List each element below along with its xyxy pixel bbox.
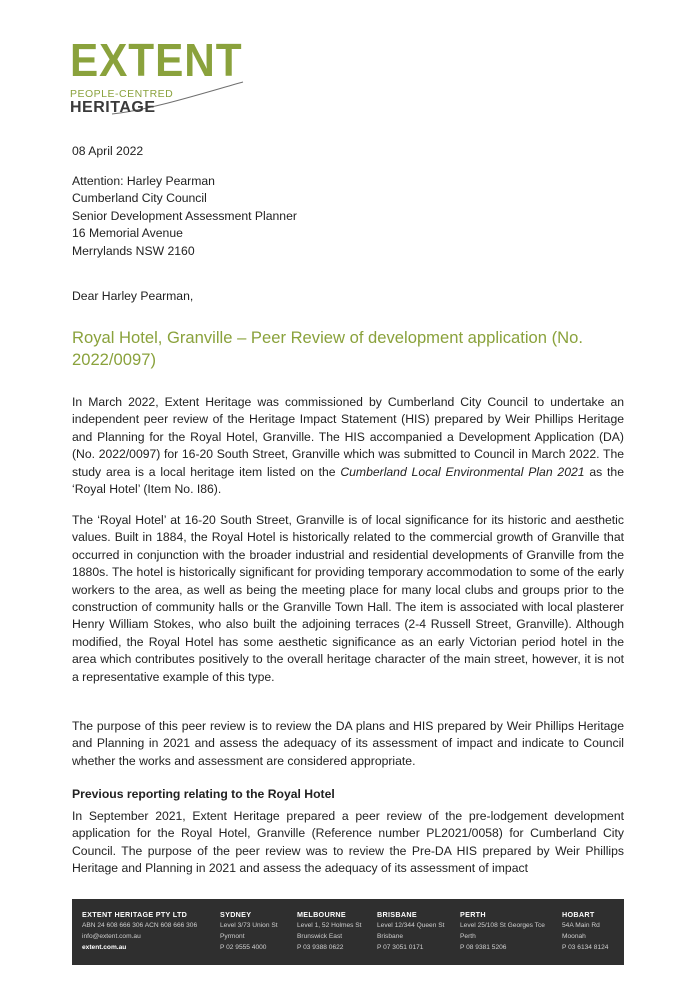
footer-office-melbourne bbox=[297, 909, 362, 953]
office-city: BRISBANE bbox=[377, 910, 417, 919]
logo-heritage: HERITAGE bbox=[70, 99, 156, 116]
office-address: Level 25/108 St Georges Tce bbox=[460, 922, 545, 929]
paragraph-text: as the ‘Royal Hotel’ (Item No. I86). bbox=[72, 464, 624, 497]
office-city: MELBOURNE bbox=[297, 910, 347, 919]
address-line: Attention: Harley Pearman bbox=[72, 174, 215, 188]
paragraph-intro bbox=[72, 394, 624, 498]
company-abn: ABN 24 608 666 306 ACN 608 666 306 bbox=[82, 922, 198, 929]
office-phone: P 03 9388 0622 bbox=[297, 944, 344, 951]
logo-wordmark: EXTENT bbox=[70, 34, 243, 86]
paragraph-significance: The ‘Royal Hotel’ at 16-20 South Street, Granville is of local significance for its historic and aesthetic values. Built in 1884, the Royal Hotel is historically related to the commercial growth of Granville that occurred in conjunction with the broader industrial and residential developments of Granville from the 1880s. The hotel is historically significant for providing temporary accommodation to some of the early workers to the area, as well as being the meeting place for many local clubs and groups prior to the construction of community halls or the Granville Town Hall. The item is associated with local plasterer Henry William Stokes, who also built the adjoining terraces (2-4 Russell Street, Granville). Although modified, the Royal Hotel has some aesthetic significance as an early Victorian period hotel in the area which contributes positively to the overall heritage character of the main street, however, it is not a representative example of this type. bbox=[72, 513, 624, 684]
salutation: Dear Harley Pearman, bbox=[72, 289, 194, 303]
office-city: HOBART bbox=[562, 910, 595, 919]
section-subheading: Previous reporting relating to the Royal Hotel bbox=[72, 787, 335, 801]
letterhead-footer bbox=[72, 899, 624, 965]
footer-office-brisbane bbox=[377, 909, 444, 953]
paragraph-text: In March 2022, Extent Heritage was commissioned by Cumberland City Council to undertake an independent peer review of the Heritage Impact Statement (HIS) prepared by Weir Phillips Heritage and Planning for the Royal Hotel, Granville. The HIS accompanied a Development Application (DA) (No. 2022/0097) for 16-20 South Street, Granville which was submitted to Council in March 2022. The study area is a local heritage item listed on the bbox=[72, 395, 624, 479]
address-line: Cumberland City Council bbox=[72, 191, 207, 206]
company-email: info@extent.com.au bbox=[82, 933, 141, 940]
footer-office-hobart bbox=[562, 909, 608, 953]
office-address: Level 3/73 Union St bbox=[220, 922, 278, 929]
address-line: Senior Development Assessment Planner bbox=[72, 208, 297, 223]
footer-office-sydney bbox=[220, 909, 278, 953]
extent-heritage-logo bbox=[70, 34, 245, 123]
plan-title: Cumberland Local Environmental Plan 2021 bbox=[340, 464, 585, 479]
letter-heading: Royal Hotel, Granville – Peer Review of development application (No. 2022/0097) bbox=[72, 328, 583, 369]
recipient-address bbox=[72, 173, 624, 260]
office-suburb: Perth bbox=[460, 933, 476, 940]
office-address: Level 1, 52 Holmes St bbox=[297, 922, 362, 929]
letter-date: 08 April 2022 bbox=[72, 144, 144, 158]
address-line: 16 Memorial Avenue bbox=[72, 226, 183, 241]
footer-office-perth bbox=[460, 909, 545, 953]
office-phone: P 07 3051 0171 bbox=[377, 944, 424, 951]
paragraph-purpose: The purpose of this peer review is to review the DA plans and HIS prepared by Weir Phillips Heritage and Planning in 2021 and assess the adequacy of its assessment of impact and indicate to Council whether the works and assessment are considered appropriate. bbox=[72, 719, 624, 768]
office-suburb: Moonah bbox=[562, 933, 586, 940]
company-website: extent.com.au bbox=[82, 944, 127, 951]
office-address: 54A Main Rd bbox=[562, 922, 600, 929]
office-city: PERTH bbox=[460, 910, 486, 919]
office-phone: P 02 9555 4000 bbox=[220, 944, 267, 951]
office-suburb: Brunswick East bbox=[297, 933, 343, 940]
paragraph-previous-reporting: In September 2021, Extent Heritage prepared a peer review of the pre-lodgement development application for the Royal Hotel, Granville (Reference number PL2021/0058) for Cumberland City Council. The purpose of the peer review was to review the Pre-DA HIS prepared by Weir Phillips Heritage and Planning in 2021 and assess the adequacy of its assessment of impact bbox=[72, 809, 624, 876]
company-name: EXTENT HERITAGE PTY LTD bbox=[82, 910, 188, 919]
footer-company bbox=[82, 909, 197, 953]
office-phone: P 03 6134 8124 bbox=[562, 944, 609, 951]
office-suburb: Pyrmont bbox=[220, 933, 245, 940]
office-suburb: Brisbane bbox=[377, 933, 404, 940]
logo-tagline: PEOPLE-CENTRED bbox=[70, 88, 174, 100]
office-phone: P 08 9381 5206 bbox=[460, 944, 507, 951]
address-line: Merrylands NSW 2160 bbox=[72, 243, 195, 258]
office-address: Level 12/344 Queen St bbox=[377, 922, 445, 929]
office-city: SYDNEY bbox=[220, 910, 252, 919]
